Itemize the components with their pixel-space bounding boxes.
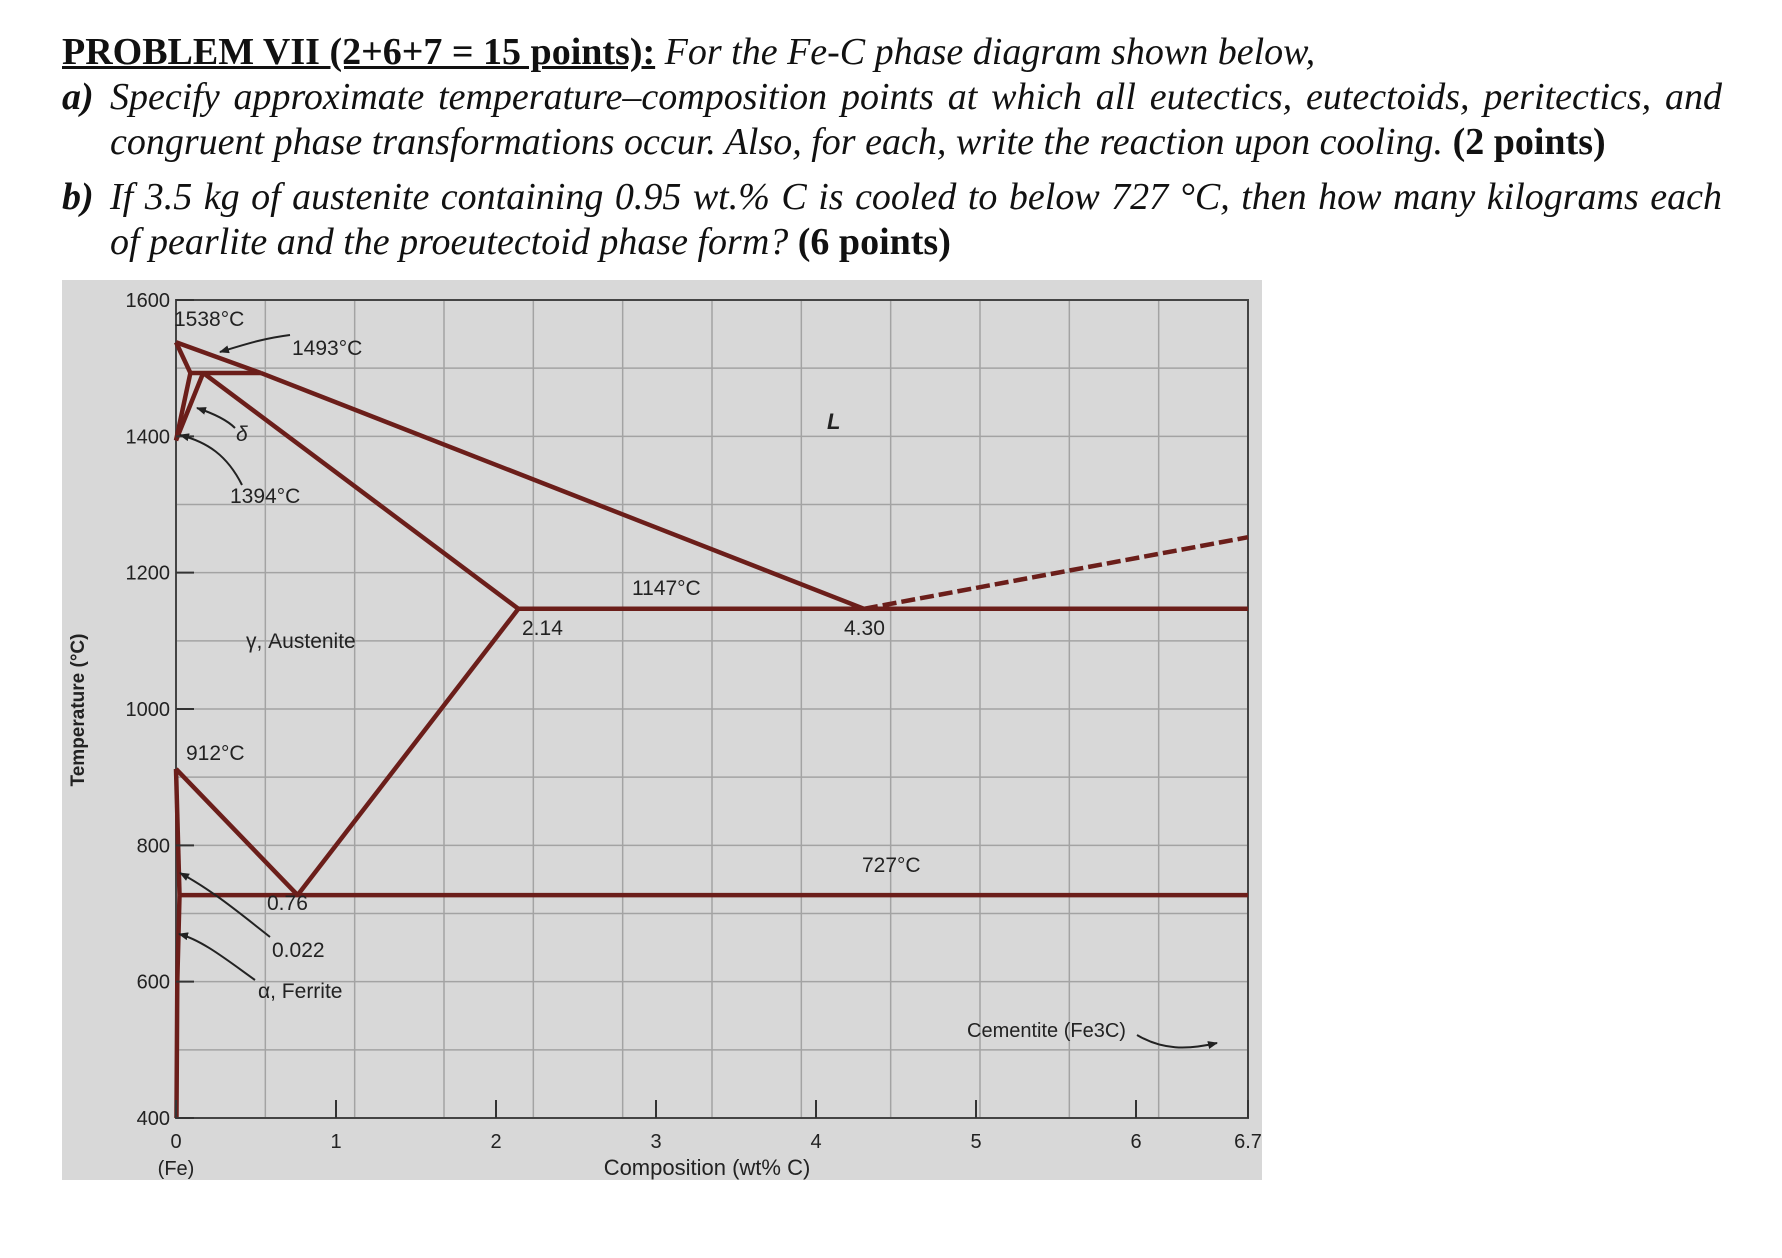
label-ferrite: α, Ferrite — [258, 980, 343, 1003]
label-727: 727°C — [862, 854, 921, 877]
part-a — [62, 75, 1722, 165]
y-tick-label: 800 — [136, 835, 170, 858]
problem-title-line — [62, 30, 1722, 75]
problem-statement — [62, 30, 1722, 265]
x-axis-label: Composition (wt% C) — [603, 1155, 811, 1180]
label-1394: 1394°C — [230, 485, 301, 508]
label-2-14: 2.14 — [522, 617, 563, 640]
fe-c-phase-diagram — [62, 280, 1262, 1180]
part-b — [62, 175, 1722, 265]
figure-background — [62, 280, 1262, 1180]
label-1493: 1493°C — [292, 337, 363, 360]
x-tick-label: 2 — [490, 1131, 502, 1153]
label-cementite: Cementite (Fe3C) — [967, 1020, 1126, 1042]
problem-heading: PROBLEM VII (2+6+7 = 15 points): — [62, 31, 656, 73]
x-tick-label: 5 — [970, 1131, 982, 1153]
x-tick-label: 6.7 — [1234, 1131, 1262, 1153]
y-tick-label: 400 — [136, 1108, 170, 1130]
y-tick-label: 600 — [136, 971, 170, 994]
label-0-022: 0.022 — [272, 939, 325, 962]
y-axis-label: Temperature (°C) — [68, 633, 89, 787]
part-a-text: Specify approximate temperature–composition points at which all eutectics, eutectoids, peritectics, and congruent phase transformations occur. Also, for each, write the reaction upon cooling. — [110, 76, 1722, 163]
y-tick-label: 1600 — [125, 290, 170, 312]
x-tick-label: 6 — [1130, 1131, 1142, 1153]
label-delta: δ — [236, 423, 248, 446]
part-a-points: (2 points) — [1452, 121, 1606, 163]
y-tick-label: 1400 — [125, 426, 170, 449]
label-0-76: 0.76 — [267, 892, 308, 915]
problem-intro: For the Fe-C phase diagram shown below, — [664, 31, 1316, 73]
label-912: 912°C — [186, 742, 245, 765]
part-b-label: b) — [62, 176, 94, 218]
y-tick-label: 1200 — [125, 562, 170, 585]
x-tick-label: 3 — [650, 1131, 662, 1153]
label-1147: 1147°C — [632, 577, 701, 600]
label-liquid: L — [827, 409, 841, 434]
part-b-text: If 3.5 kg of austenite containing 0.95 wt.% C is cooled to below 727 °C, then how many kilograms each of pearlite and the proeutectoid phase form? — [110, 176, 1722, 263]
label-1538: 1538°C — [174, 308, 245, 331]
x-tick-label: 0 — [170, 1131, 182, 1153]
label-austenite: γ, Austenite — [246, 630, 356, 653]
x-tick-label: 4 — [810, 1131, 822, 1153]
label-4-30: 4.30 — [844, 617, 885, 640]
y-tick-label: 1000 — [125, 699, 170, 721]
part-b-points: (6 points) — [797, 221, 951, 263]
x-origin-label: (Fe) — [157, 1158, 195, 1180]
x-tick-label: 1 — [330, 1131, 342, 1153]
part-a-label: a) — [62, 76, 94, 118]
